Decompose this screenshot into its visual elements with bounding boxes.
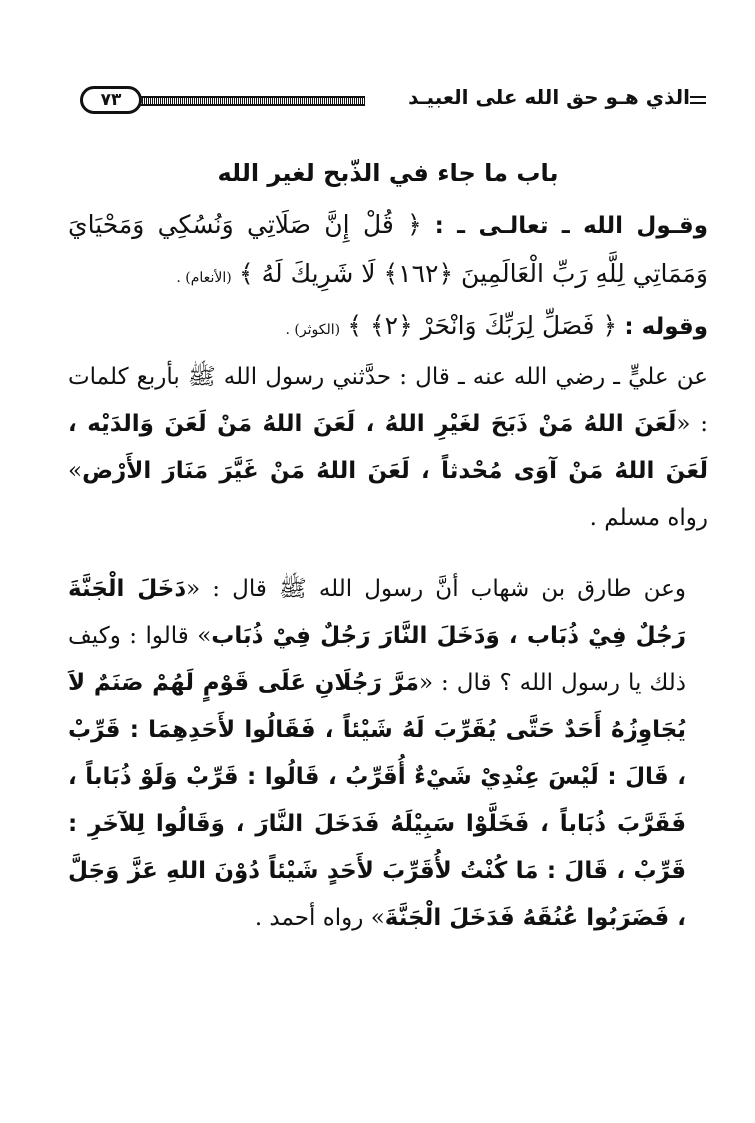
hadith-1-source: » رواه مسلم . (68, 458, 708, 531)
hadith-1-intro: عن عليٍّ ـ رضي الله عنه ـ قال : حدَّثني رسول الله ﷺ بأربع كلمات : « (68, 364, 708, 437)
page-number: ٧٣ (100, 90, 122, 110)
page-body (68, 150, 708, 942)
verse-2-lead: وقوله : (624, 314, 708, 340)
hadith-paragraph-1 (68, 354, 708, 542)
hadith-1-text: لَعَنَ اللهُ مَنْ ذَبَحَ لغَيْرِ اللهُ ، لَعَنَ اللهُ مَنْ لَعَنَ وَالدَيْه ، لَعَنَ اللهُ مَنْ آوَى مُحْدثاً ، لَعَنَ اللهُ مَنْ غَيَّرَ مَنَارَ الأَرْض (68, 411, 708, 484)
verse-2-reference: (الكوثر) . (285, 322, 341, 338)
hadith-2-intro: وعن طارق بن شهاب أنَّ رسول الله ﷺ قال : « (186, 576, 686, 602)
running-title: الذي هـو حق الله على العبيـد (408, 85, 690, 109)
verse-1-text: ﴿ قُلْ إِنَّ صَلَاتِي وَنُسُكِي وَمَحْيَايَ وَمَمَاتِي لِلَّهِ رَبِّ الْعَالَمِينَ ﴿١٦٢﴾ لَا شَرِيكَ لَهُ ﴾ (68, 210, 708, 288)
header-rule (140, 96, 365, 106)
hadith-2-text-2: مَرَّ رَجُلَانِ عَلَى قَوْمٍ لَهُمْ صَنَمٌ لاَ يُجَاوِزُهُ أَحَدٌ حَتَّى يُقَرِّبَ لَهُ شَيْئاً ، فَقَالُوا لأَحَدِهِمَا : قَرِّبْ ، قَالَ : لَيْسَ عِنْدِيْ شَيْءٌ أُقَرِّبُ ، قَالُوا : قَرِّبْ وَلَوْ ذُبَاباً ، فَقَرَّبَ ذُبَاباً ، فَخَلَّوْا سَبِيْلَهُ فَدَخَلَ النَّارَ ، وَقَالُوا لِلآخَرِ : قَرِّبْ ، قَالَ : مَا كُنْتُ لأُقَرِّبَ لأَحَدٍ شَيْئاً دُوْنَ اللهِ عَزَّ وَجَلَّ ، فَضَرَبُوا عُنُقَهُ فَدَخَلَ الْجَنَّةَ (68, 670, 686, 931)
chapter-title: باب ما جاء في الذّبح لغير الله (217, 159, 559, 187)
verse-paragraph-2 (68, 302, 708, 354)
verse-1-lead: وقـول الله ـ تعالـى ـ : (434, 213, 709, 239)
verse-1-reference: (الأنعام) . (176, 270, 232, 286)
hadith-2-text-1: دَخَلَ الْجَنَّةَ رَجُلٌ فِيْ ذُبَاب ، وَدَخَلَ النَّارَ رَجُلٌ فِيْ ذُبَاب (68, 576, 687, 649)
verse-2-text: ﴿ فَصَلِّ لِرَبِّكَ وَانْحَرْ ﴿٢﴾ ﴾ (347, 311, 618, 340)
hadith-paragraph-2 (68, 566, 708, 942)
page-number-badge (80, 86, 142, 114)
header-dash-ornament (690, 96, 706, 104)
hadith-2-question: » قالوا : وكيف ذلك يا رسول الله ؟ قال : « (68, 623, 687, 696)
hadith-2-source: » رواه أحمد . (254, 905, 385, 931)
verse-paragraph-1 (68, 201, 708, 302)
